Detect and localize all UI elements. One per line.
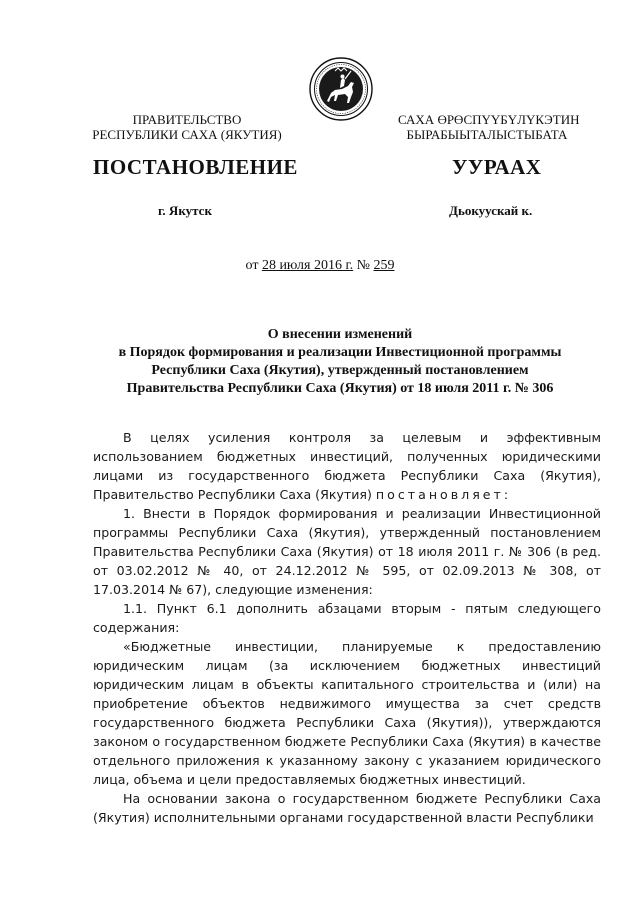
date-prefix: от [245, 258, 262, 273]
document-type-ru: ПОСТАНОВЛЕНИЕ [93, 155, 298, 179]
body-paragraph-item-1: 1. Внести в Порядок формирования и реализации Инвестиционной программы Республики Саха (Якутия), утвержденный постановлением Правительства Республики Саха (Якутия) от 18 июля 2011 г. № 306 (в ред. от 03.02.2012 № 40, от 24.12.2012 № 595, от 02.09.2013 № 308, от 17.03.2014 № 67), следующие изменения: [93, 506, 601, 597]
preamble-colon: : [503, 487, 509, 502]
subject-line1: О внесении изменений [267, 327, 413, 342]
city-sah: Дьокуускай к. [449, 203, 533, 218]
subject-line3: Республики Саха (Якутия), утвержденный постановлением [151, 363, 529, 378]
document-body [93, 428, 601, 827]
government-name-sah-line1: САХА ӨРӨСПҮҮБҮЛҮКЭТИН [398, 112, 580, 127]
coat-of-arms-icon [309, 57, 373, 121]
government-name-sah [398, 112, 580, 142]
city-ru: г. Якутск [158, 203, 212, 218]
document-type-sah: УУРААХ [452, 155, 542, 179]
subject-line4: Правительства Республики Саха (Якутия) от 18 июля 2011 г. № 306 [126, 381, 554, 396]
date-number-line [0, 258, 640, 274]
preamble-resolves: постановляет [375, 487, 504, 502]
government-name-sah-line2: БЫРАБЫЫТАЛЫСТЫБАТА [406, 127, 568, 142]
number-sign: № [353, 258, 374, 273]
body-paragraph-item-1-1: 1.1. Пункт 6.1 дополнить абзацами вторым - пятым следующего содержания: [93, 601, 601, 635]
government-name-ru-line2: РЕСПУБЛИКИ САХА (ЯКУТИЯ) [92, 127, 282, 142]
government-name-ru [92, 112, 282, 142]
body-paragraph-preamble [93, 428, 601, 504]
document-date: 28 июля 2016 г. [261, 258, 354, 273]
government-name-ru-line1: ПРАВИТЕЛЬСТВО [132, 112, 242, 127]
preamble-text: В целях усиления контроля за целевым и эффективным использованием бюджетных инвестиций, полученных юридическими лицами из государственного бюджета Республики Саха (Якутия), Правительство Республики Саха (Якутия) [93, 430, 601, 502]
body-paragraph-basis: На основании закона о государственном бюджете Республики Саха (Якутия) исполнительными органами государственной власти Республики [93, 791, 601, 825]
document-number: 259 [373, 258, 395, 273]
subject-line2: в Порядок формирования и реализации Инвестиционной программы [118, 345, 562, 360]
body-paragraph-quote: «Бюджетные инвестиции, планируемые к предоставлению юридическим лицам (за исключением бюджетных инвестиций юридическим лицам в объекты капитального строительства и (или) на приобретение объектов недвижимого имущества за счет средств государственного бюджета Республики Саха (Якутия)), утверждаются законом о государственном бюджете Республики Саха (Якутия) в качестве отдельного приложения к указанному закону с указанием юридического лица, объема и цели предоставляемых бюджетных инвестиций. [93, 639, 601, 787]
document-subject [60, 326, 620, 398]
